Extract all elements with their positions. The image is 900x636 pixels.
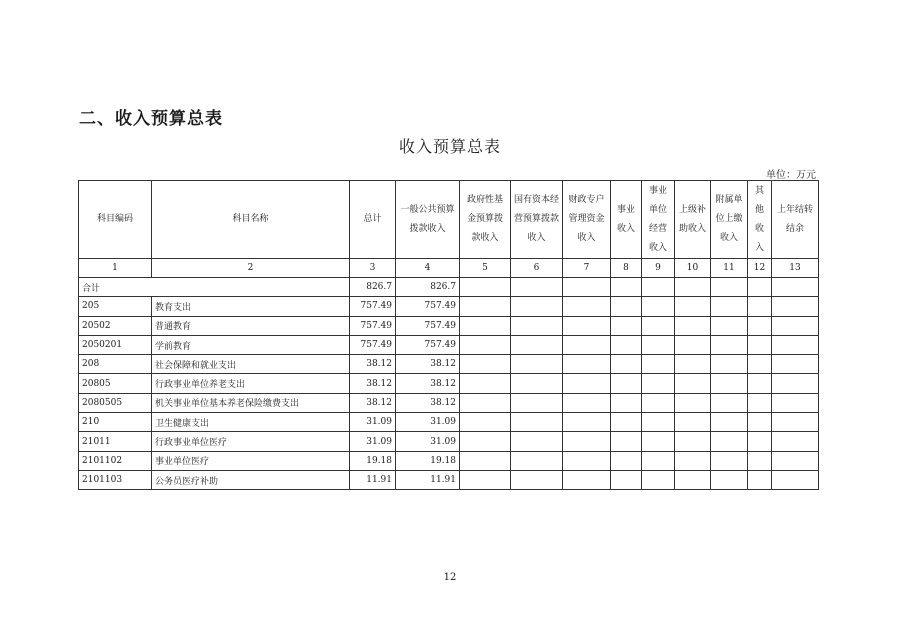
empty-cell — [711, 374, 748, 393]
empty-cell — [611, 393, 642, 412]
total-amount: 757.49 — [350, 335, 396, 354]
total-amount: 19.18 — [350, 451, 396, 470]
empty-cell — [711, 451, 748, 470]
empty-cell — [511, 432, 563, 451]
empty-cell — [460, 470, 511, 489]
empty-cell — [748, 316, 772, 335]
header-cell: 上年结转结余 — [772, 181, 819, 259]
empty-cell — [748, 374, 772, 393]
empty-cell — [711, 297, 748, 316]
header-cell: 事业单位经营收入 — [642, 181, 675, 259]
subject-name: 行政事业单位养老支出 — [152, 374, 350, 393]
empty-cell — [642, 335, 675, 354]
empty-cell — [511, 393, 563, 412]
empty-cell — [675, 451, 711, 470]
empty-cell — [611, 451, 642, 470]
empty-cell — [642, 355, 675, 374]
table-row — [79, 470, 819, 489]
column-index: 8 — [611, 259, 642, 278]
empty-cell — [711, 393, 748, 412]
table-row — [79, 355, 819, 374]
general-budget-amount: 38.12 — [396, 393, 460, 412]
table-title: 收入预算总表 — [398, 137, 501, 156]
empty-cell — [563, 393, 611, 412]
empty-cell — [748, 413, 772, 432]
empty-cell — [711, 432, 748, 451]
empty-cell — [772, 413, 819, 432]
header-cell: 总计 — [350, 181, 396, 259]
empty-cell — [748, 432, 772, 451]
empty-cell — [772, 393, 819, 412]
table-row — [79, 374, 819, 393]
column-index: 1 — [79, 259, 152, 278]
empty-cell — [460, 374, 511, 393]
subject-code: 21011 — [79, 432, 152, 451]
empty-cell — [511, 374, 563, 393]
empty-cell — [675, 355, 711, 374]
empty-cell — [772, 355, 819, 374]
subject-code: 2101102 — [79, 451, 152, 470]
column-index: 10 — [675, 259, 711, 278]
unit-note: 单位：万元 — [766, 170, 816, 181]
header-cell: 上级补助收入 — [675, 181, 711, 259]
empty-cell — [711, 278, 748, 297]
empty-cell — [460, 335, 511, 354]
general-budget-amount: 31.09 — [396, 413, 460, 432]
general-budget-amount: 757.49 — [396, 297, 460, 316]
general-budget-amount: 826.7 — [396, 278, 460, 297]
subject-name: 事业单位医疗 — [152, 451, 350, 470]
empty-cell — [711, 355, 748, 374]
general-budget-amount: 19.18 — [396, 451, 460, 470]
empty-cell — [611, 278, 642, 297]
empty-cell — [772, 297, 819, 316]
empty-cell — [642, 316, 675, 335]
empty-cell — [511, 335, 563, 354]
column-index: 13 — [772, 259, 819, 278]
empty-cell — [611, 470, 642, 489]
header-cell: 其他收入 — [748, 181, 772, 259]
subject-name: 普通教育 — [152, 316, 350, 335]
column-index: 6 — [511, 259, 563, 278]
header-cell: 附属单位上缴收入 — [711, 181, 748, 259]
table-row — [79, 432, 819, 451]
empty-cell — [675, 297, 711, 316]
empty-cell — [642, 413, 675, 432]
column-index: 11 — [711, 259, 748, 278]
subject-code: 2080505 — [79, 393, 152, 412]
empty-cell — [748, 470, 772, 489]
subject-code: 20502 — [79, 316, 152, 335]
total-label: 合计 — [79, 278, 350, 297]
header-row — [79, 181, 819, 259]
empty-cell — [563, 451, 611, 470]
total-amount: 31.09 — [350, 413, 396, 432]
empty-cell — [563, 355, 611, 374]
empty-cell — [772, 432, 819, 451]
empty-cell — [642, 297, 675, 316]
column-index: 7 — [563, 259, 611, 278]
empty-cell — [563, 374, 611, 393]
empty-cell — [748, 451, 772, 470]
subject-name: 教育支出 — [152, 297, 350, 316]
empty-cell — [642, 374, 675, 393]
empty-cell — [675, 278, 711, 297]
subject-name: 机关事业单位基本养老保险缴费支出 — [152, 393, 350, 412]
subject-code: 205 — [79, 297, 152, 316]
empty-cell — [642, 278, 675, 297]
empty-cell — [460, 432, 511, 451]
empty-cell — [611, 335, 642, 354]
total-amount: 757.49 — [350, 297, 396, 316]
subject-code: 2101103 — [79, 470, 152, 489]
income-budget-table — [78, 180, 819, 490]
empty-cell — [711, 413, 748, 432]
empty-cell — [711, 470, 748, 489]
column-index-row — [79, 259, 819, 278]
empty-cell — [748, 297, 772, 316]
subject-name: 行政事业单位医疗 — [152, 432, 350, 451]
empty-cell — [611, 374, 642, 393]
subject-name: 社会保障和就业支出 — [152, 355, 350, 374]
column-index: 3 — [350, 259, 396, 278]
empty-cell — [460, 451, 511, 470]
empty-cell — [460, 316, 511, 335]
general-budget-amount: 31.09 — [396, 432, 460, 451]
general-budget-amount: 757.49 — [396, 335, 460, 354]
empty-cell — [611, 413, 642, 432]
empty-cell — [711, 316, 748, 335]
total-amount: 38.12 — [350, 355, 396, 374]
column-index: 5 — [460, 259, 511, 278]
empty-cell — [611, 316, 642, 335]
empty-cell — [675, 432, 711, 451]
empty-cell — [748, 393, 772, 412]
empty-cell — [511, 297, 563, 316]
empty-cell — [563, 470, 611, 489]
total-amount: 38.12 — [350, 374, 396, 393]
empty-cell — [611, 432, 642, 451]
empty-cell — [772, 316, 819, 335]
empty-cell — [563, 335, 611, 354]
header-cell: 事业收入 — [611, 181, 642, 259]
column-index: 2 — [152, 259, 350, 278]
empty-cell — [460, 278, 511, 297]
empty-cell — [642, 432, 675, 451]
page-number: 12 — [443, 572, 457, 583]
subject-name: 卫生健康支出 — [152, 413, 350, 432]
table-row — [79, 316, 819, 335]
empty-cell — [611, 297, 642, 316]
total-amount: 11.91 — [350, 470, 396, 489]
table-row — [79, 451, 819, 470]
empty-cell — [611, 355, 642, 374]
table-row — [79, 297, 819, 316]
empty-cell — [460, 355, 511, 374]
empty-cell — [460, 297, 511, 316]
empty-cell — [511, 451, 563, 470]
header-cell: 一般公共预算拨款收入 — [396, 181, 460, 259]
subject-code: 208 — [79, 355, 152, 374]
column-index: 4 — [396, 259, 460, 278]
subject-code: 2050201 — [79, 335, 152, 354]
empty-cell — [563, 432, 611, 451]
column-index: 9 — [642, 259, 675, 278]
general-budget-amount: 757.49 — [396, 316, 460, 335]
empty-cell — [511, 355, 563, 374]
empty-cell — [675, 374, 711, 393]
empty-cell — [675, 316, 711, 335]
total-amount: 826.7 — [350, 278, 396, 297]
empty-cell — [772, 278, 819, 297]
empty-cell — [748, 278, 772, 297]
empty-cell — [511, 278, 563, 297]
table-row — [79, 393, 819, 412]
empty-cell — [511, 413, 563, 432]
empty-cell — [711, 335, 748, 354]
empty-cell — [642, 451, 675, 470]
empty-cell — [563, 297, 611, 316]
subject-code: 20805 — [79, 374, 152, 393]
total-amount: 31.09 — [350, 432, 396, 451]
general-budget-amount: 11.91 — [396, 470, 460, 489]
empty-cell — [563, 278, 611, 297]
subject-code: 210 — [79, 413, 152, 432]
empty-cell — [563, 316, 611, 335]
general-budget-amount: 38.12 — [396, 374, 460, 393]
empty-cell — [642, 393, 675, 412]
general-budget-amount: 38.12 — [396, 355, 460, 374]
empty-cell — [511, 470, 563, 489]
subject-name: 学前教育 — [152, 335, 350, 354]
empty-cell — [511, 316, 563, 335]
section-heading: 二、收入预算总表 — [79, 109, 223, 129]
header-cell: 国有资本经营预算拨款收入 — [511, 181, 563, 259]
total-row — [79, 278, 819, 297]
empty-cell — [772, 374, 819, 393]
empty-cell — [772, 470, 819, 489]
empty-cell — [460, 393, 511, 412]
subject-name: 公务员医疗补助 — [152, 470, 350, 489]
empty-cell — [748, 355, 772, 374]
header-cell: 政府性基金预算拨款收入 — [460, 181, 511, 259]
table-row — [79, 413, 819, 432]
empty-cell — [675, 413, 711, 432]
header-cell: 科目名称 — [152, 181, 350, 259]
empty-cell — [772, 451, 819, 470]
header-cell: 财政专户管理资金收入 — [563, 181, 611, 259]
empty-cell — [460, 413, 511, 432]
total-amount: 757.49 — [350, 316, 396, 335]
header-cell: 科目编码 — [79, 181, 152, 259]
empty-cell — [642, 470, 675, 489]
empty-cell — [748, 335, 772, 354]
empty-cell — [772, 335, 819, 354]
table-row — [79, 335, 819, 354]
empty-cell — [675, 393, 711, 412]
empty-cell — [675, 335, 711, 354]
column-index: 12 — [748, 259, 772, 278]
empty-cell — [563, 413, 611, 432]
empty-cell — [675, 470, 711, 489]
total-amount: 38.12 — [350, 393, 396, 412]
